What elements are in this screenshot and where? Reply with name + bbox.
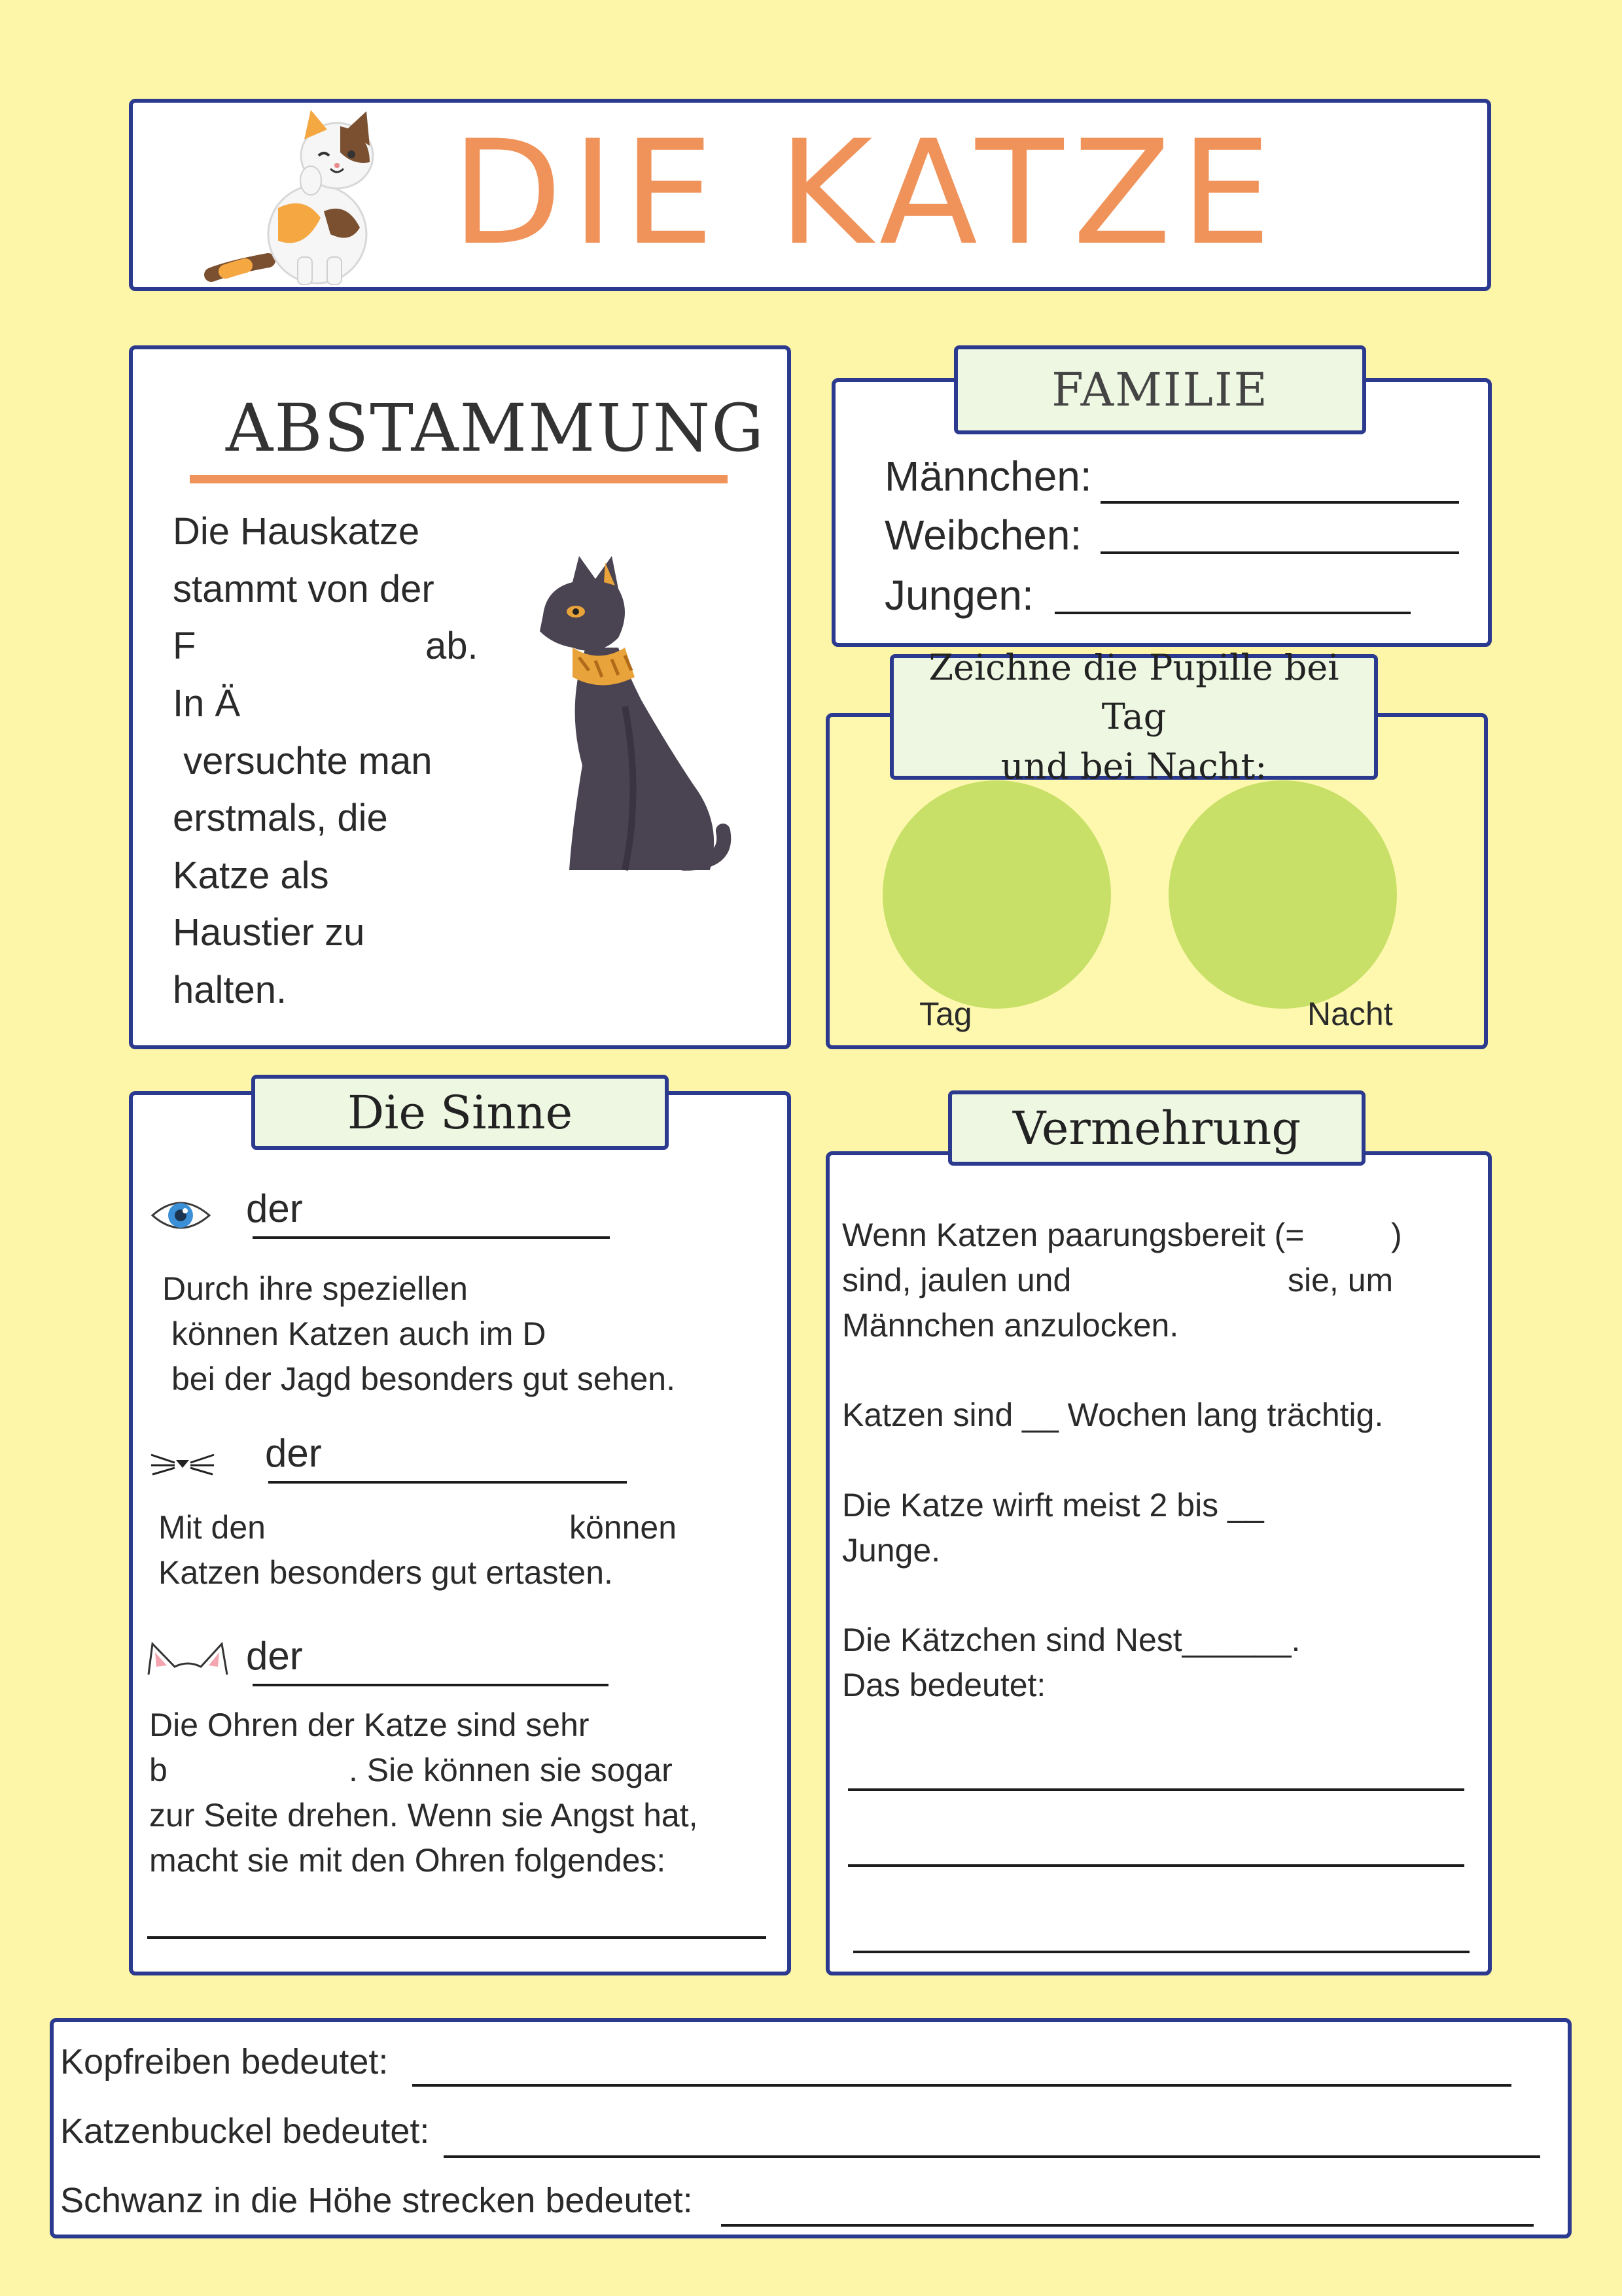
familie-jungen-label: Jungen: — [885, 572, 1034, 619]
abstammung-line-6: erstmals, die — [173, 797, 388, 839]
kopfreiben-label: Kopfreiben bedeutet: — [60, 2042, 389, 2081]
weibchen-answer-line[interactable] — [1101, 551, 1459, 554]
vermehrung-line-3: Männchen anzulocken. — [842, 1307, 1179, 1344]
familie-maennchen-label: Männchen: — [885, 453, 1092, 500]
vermehrung-heading: Vermehrung — [1012, 1101, 1301, 1155]
vermehrung-line-8: Das bedeutet: — [842, 1667, 1046, 1703]
vermehrung-answer-line-1[interactable] — [848, 1788, 1464, 1791]
vermehrung-answer-line-2[interactable] — [848, 1864, 1464, 1867]
sinne-ear-text-1: Die Ohren der Katze sind sehr — [149, 1707, 590, 1743]
abstammung-line-2: stammt von der — [173, 568, 434, 610]
sinne-heading-tab — [251, 1075, 669, 1150]
vermehrung-line-7: Die Kätzchen sind Nest______. — [842, 1622, 1301, 1658]
abstammung-underline — [190, 475, 728, 483]
sinne-whisker-text-2: Katzen besonders gut ertasten. — [158, 1554, 613, 1591]
pupille-heading-tab — [890, 646, 1378, 787]
familie-weibchen-label: Weibchen: — [885, 512, 1082, 559]
sinne-whisker-word: der — [265, 1431, 322, 1475]
whisker-answer-line[interactable] — [268, 1481, 627, 1484]
vermehrung-line-4: Katzen sind __ Wochen lang trächtig. — [842, 1397, 1384, 1433]
abstammung-line-3b: ab. — [425, 625, 478, 667]
vermehrung-line-1a: Wenn Katzen paarungsbereit (= — [842, 1217, 1305, 1253]
abstammung-line-5: versuchte man — [173, 740, 432, 782]
sinne-heading: Die Sinne — [347, 1085, 573, 1139]
vermehrung-line-1b: ) — [1391, 1217, 1402, 1253]
cat-illustration — [206, 103, 402, 287]
abstammung-line-9: halten. — [173, 969, 287, 1011]
abstammung-line-7: Katze als — [173, 854, 329, 897]
eye-icon — [150, 1196, 212, 1235]
cat-ears-icon — [147, 1641, 229, 1677]
pupille-heading-line-1: Zeichne die Pupille bei Tag — [928, 646, 1339, 738]
abstammung-line-4: In Ä — [173, 682, 241, 725]
sinne-eye-text-3: bei der Jagd besonders gut sehen. — [171, 1361, 675, 1397]
sinne-ear-text-3: zur Seite drehen. Wenn sie Angst hat, — [149, 1797, 698, 1834]
nacht-label: Nacht — [1307, 996, 1393, 1032]
abstammung-line-1: Die Hauskatze — [173, 510, 420, 553]
tag-label: Tag — [919, 996, 972, 1032]
vermehrung-line-2b: sie, um — [1288, 1262, 1394, 1298]
katzenbuckel-answer-line[interactable] — [444, 2155, 1540, 2158]
vermehrung-line-2a: sind, jaulen und — [842, 1262, 1072, 1298]
sinne-eye-text-2: können Katzen auch im D — [162, 1315, 546, 1352]
schwanz-answer-line[interactable] — [721, 2224, 1534, 2227]
sinne-ear-text-4: macht sie mit den Ohren folgendes: — [149, 1842, 666, 1879]
vermehrung-line-6: Junge. — [842, 1532, 941, 1569]
vermehrung-answer-line-3[interactable] — [853, 1951, 1470, 1953]
sinne-eye-text-1: Durch ihre speziellen — [162, 1270, 468, 1307]
ear-answer-line[interactable] — [253, 1684, 608, 1686]
familie-heading-tab — [954, 345, 1366, 434]
maennchen-answer-line[interactable] — [1101, 501, 1459, 504]
sinne-ear-text-2a: b — [149, 1752, 167, 1788]
pupille-heading-line-2: und bei Nacht: — [1000, 745, 1267, 787]
sinne-whisker-text-1a: Mit den — [158, 1509, 266, 1546]
sinne-ear-word: der — [246, 1634, 303, 1678]
abstammung-heading: ABSTAMMUNG — [226, 390, 766, 466]
eye-answer-line[interactable] — [253, 1236, 610, 1239]
sinne-whisker-text-1b: können — [569, 1509, 677, 1546]
tag-pupil-circle[interactable] — [883, 780, 1111, 1009]
ear-fear-answer-line[interactable] — [147, 1936, 766, 1939]
vermehrung-line-5: Die Katze wirft meist 2 bis __ — [842, 1487, 1264, 1523]
jungen-answer-line[interactable] — [1055, 612, 1411, 614]
sinne-eye-word: der — [246, 1187, 303, 1230]
abstammung-line-3a: F — [173, 625, 196, 667]
nacht-pupil-circle[interactable] — [1169, 780, 1397, 1009]
familie-heading: FAMILIE — [1051, 363, 1269, 417]
egyptian-cat-illustration — [527, 549, 743, 877]
abstammung-line-8: Haustier zu — [173, 911, 365, 954]
vermehrung-heading-tab — [948, 1090, 1366, 1166]
page-title: DIE KATZE — [451, 109, 1281, 277]
whiskers-icon — [150, 1446, 215, 1478]
schwanz-label: Schwanz in die Höhe strecken bedeutet: — [60, 2181, 693, 2220]
sinne-ear-text-2b: . Sie können sie sogar — [349, 1752, 673, 1788]
katzenbuckel-label: Katzenbuckel bedeutet: — [60, 2112, 430, 2151]
kopfreiben-answer-line[interactable] — [412, 2084, 1511, 2087]
